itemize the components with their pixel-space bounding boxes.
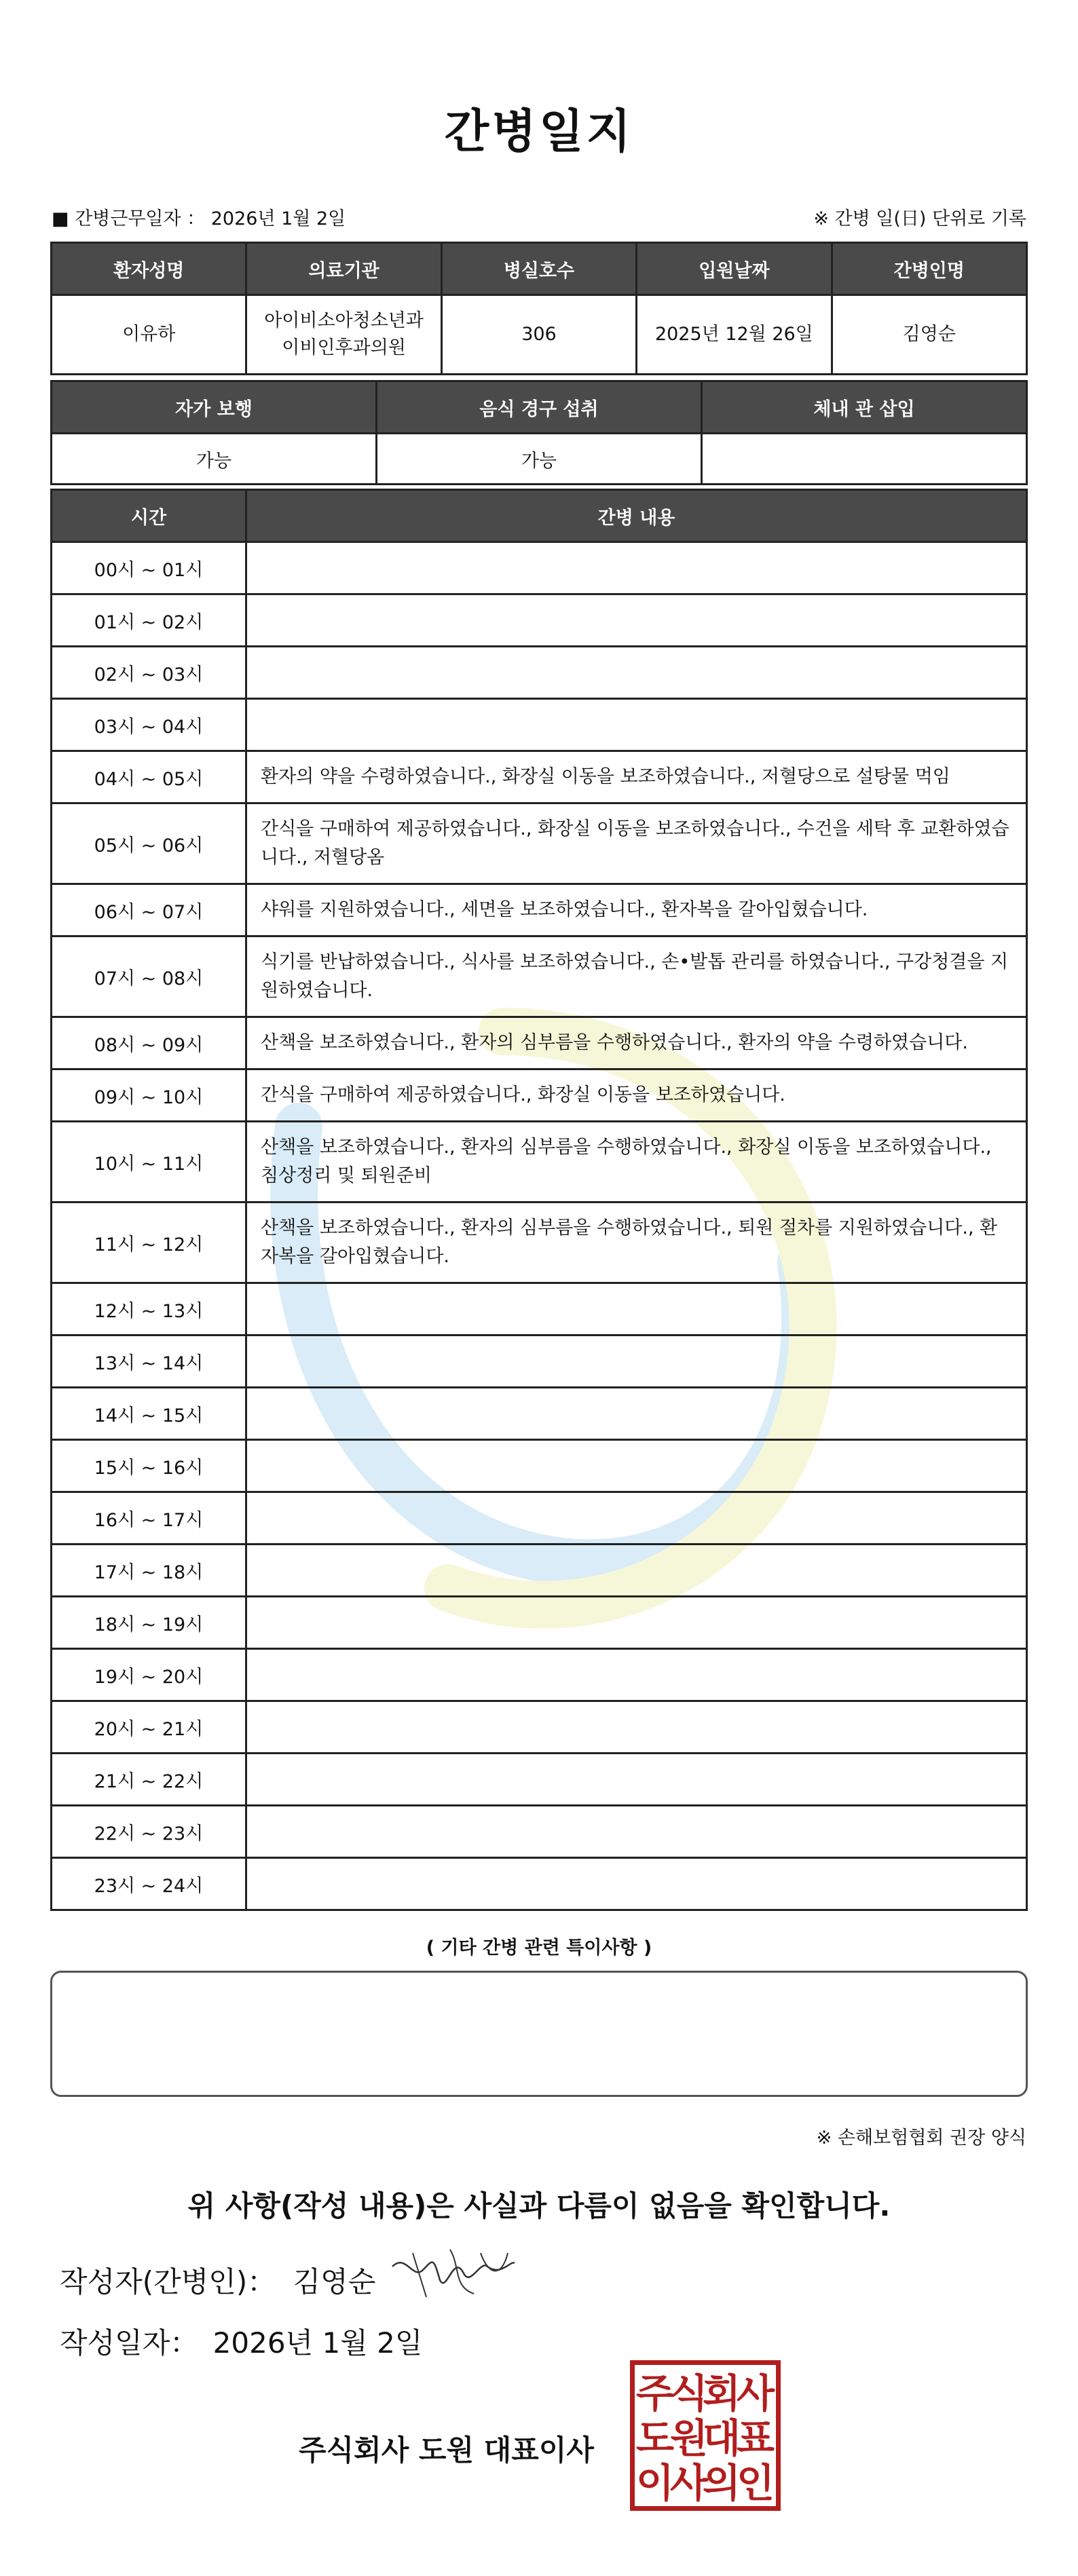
log-content: 간식을 구매하여 제공하였습니다., 화장실 이동을 보조하였습니다. xyxy=(246,1069,1027,1122)
table-row xyxy=(52,1806,1027,1858)
svg-text:대: 대 xyxy=(702,2415,741,2461)
caregiver-name: 김영순 xyxy=(832,295,1026,375)
signature-image xyxy=(386,2239,521,2307)
log-body xyxy=(52,542,1027,1910)
writer-label: 작성자(간병인)： xyxy=(60,2265,276,2298)
log-time: 18시 ~ 19시 xyxy=(52,1597,246,1649)
log-time: 06시 ~ 07시 xyxy=(52,884,246,936)
svg-text:회: 회 xyxy=(702,2370,741,2417)
log-time: 19시 ~ 20시 xyxy=(52,1649,246,1701)
table-row xyxy=(52,1202,1027,1283)
svg-text:도: 도 xyxy=(635,2415,675,2461)
info-header-row xyxy=(52,243,1027,295)
log-content xyxy=(246,699,1027,751)
table-row xyxy=(52,936,1027,1017)
status-value-row xyxy=(52,434,1027,485)
log-time: 12시 ~ 13시 xyxy=(52,1283,246,1336)
log-time: 15시 ~ 16시 xyxy=(52,1440,246,1492)
notes-box xyxy=(50,1971,1028,2097)
log-content xyxy=(246,1336,1027,1388)
log-time: 21시 ~ 22시 xyxy=(52,1754,246,1806)
log-content: 산책을 보조하였습니다., 환자의 심부름을 수행하였습니다., 환자의 약을 수령하였습니다. xyxy=(246,1017,1027,1069)
log-time: 09시 ~ 10시 xyxy=(52,1069,246,1122)
log-time: 23시 ~ 24시 xyxy=(52,1858,246,1910)
svg-text:원: 원 xyxy=(669,2415,709,2461)
log-content: 간식을 구매하여 제공하였습니다., 화장실 이동을 보조하였습니다., 수건을 세탁 후 교환하였습니다., 저혈당옴 xyxy=(246,803,1027,884)
svg-text:식: 식 xyxy=(669,2370,709,2417)
svg-text:표: 표 xyxy=(736,2415,775,2461)
header-room: 병실호수 xyxy=(441,243,636,295)
table-row xyxy=(52,542,1027,594)
tube-value xyxy=(702,434,1027,485)
log-content xyxy=(246,1597,1027,1649)
log-time: 00시 ~ 01시 xyxy=(52,542,246,594)
svg-text:의: 의 xyxy=(702,2460,741,2506)
log-content: 산책을 보조하였습니다., 환자의 심부름을 수행하였습니다., 퇴원 절차를 지원하였습니다., 환자복을 갈아입혔습니다. xyxy=(246,1202,1027,1283)
table-row xyxy=(52,699,1027,751)
log-content xyxy=(246,1649,1027,1701)
log-time: 03시 ~ 04시 xyxy=(52,699,246,751)
status-header-row xyxy=(52,381,1027,434)
log-content: 환자의 약을 수령하였습니다., 화장실 이동을 보조하였습니다., 저혈당으로 설탕물 먹임 xyxy=(246,751,1027,803)
table-row xyxy=(52,1649,1027,1701)
header-admission-date: 입원날짜 xyxy=(637,243,832,295)
log-content xyxy=(246,1492,1027,1545)
admission-date: 2025년 12월 26일 xyxy=(637,295,832,375)
log-time: 20시 ~ 21시 xyxy=(52,1701,246,1754)
log-content xyxy=(246,1806,1027,1858)
log-time: 04시 ~ 05시 xyxy=(52,751,246,803)
table-row xyxy=(52,1701,1027,1754)
log-content: 샤워를 지원하였습니다., 세면을 보조하였습니다., 환자복을 갈아입혔습니다. xyxy=(246,884,1027,936)
log-time: 11시 ~ 12시 xyxy=(52,1202,246,1283)
log-time: 17시 ~ 18시 xyxy=(52,1545,246,1597)
log-time: 01시 ~ 02시 xyxy=(52,594,246,647)
svg-text:인: 인 xyxy=(736,2460,775,2506)
patient-status-table xyxy=(50,380,1028,485)
svg-text:사: 사 xyxy=(736,2370,775,2417)
table-row xyxy=(52,884,1027,936)
log-content: 식기를 반납하였습니다., 식사를 보조하였습니다., 손•발톱 관리를 하였습니다., 구강청결을 지원하였습니다. xyxy=(246,936,1027,1017)
table-row xyxy=(52,1283,1027,1336)
table-row xyxy=(52,1545,1027,1597)
log-time: 22시 ~ 23시 xyxy=(52,1806,246,1858)
log-content xyxy=(246,594,1027,647)
confirmation-statement: 위 사항(작성 내용)은 사실과 다름이 없음을 확인합니다. xyxy=(187,2189,891,2222)
written-date-label: 작성일자： xyxy=(60,2326,199,2360)
oral-intake-value: 가능 xyxy=(377,434,702,485)
table-row xyxy=(52,647,1027,699)
table-row xyxy=(52,751,1027,803)
hospital-name xyxy=(246,295,441,375)
header-patient-name: 환자성명 xyxy=(52,243,246,295)
company-name: 주식회사 도원 대표이사 xyxy=(299,2433,594,2467)
log-content xyxy=(246,1858,1027,1910)
table-row xyxy=(52,1122,1027,1202)
log-time: 02시 ~ 03시 xyxy=(52,647,246,699)
header-content: 간병 내용 xyxy=(246,490,1027,542)
log-time: 08시 ~ 09시 xyxy=(52,1017,246,1069)
table-row xyxy=(52,1754,1027,1806)
log-time: 16시 ~ 17시 xyxy=(52,1492,246,1545)
log-time: 13시 ~ 14시 xyxy=(52,1336,246,1388)
walking-value: 가능 xyxy=(52,434,377,485)
log-time: 07시 ~ 08시 xyxy=(52,936,246,1017)
table-row xyxy=(52,1858,1027,1910)
seal-glyphs xyxy=(635,2365,776,2506)
hospital-name-line2: 이비인후과의원 xyxy=(282,337,406,358)
header-walking: 자가 보행 xyxy=(52,381,377,434)
hospital-name-line1: 아이비소아청소년과 xyxy=(264,310,424,331)
log-content xyxy=(246,1440,1027,1492)
log-time: 14시 ~ 15시 xyxy=(52,1388,246,1440)
log-content xyxy=(246,1754,1027,1806)
header-tube: 체내 관 삽입 xyxy=(702,381,1027,434)
header-time: 시간 xyxy=(52,490,246,542)
table-row xyxy=(52,1440,1027,1492)
log-content xyxy=(246,1701,1027,1754)
log-content: 산책을 보조하였습니다., 환자의 심부름을 수행하였습니다., 화장실 이동을 보조하였습니다., 침상정리 및 퇴원준비 xyxy=(246,1122,1027,1202)
header-caregiver: 간병인명 xyxy=(832,243,1026,295)
table-row xyxy=(52,1017,1027,1069)
writer-line xyxy=(60,2260,375,2300)
info-value-row xyxy=(52,295,1027,375)
table-row xyxy=(52,1336,1027,1388)
writer-name: 김영순 xyxy=(293,2265,376,2298)
log-header-row xyxy=(52,490,1027,542)
notes-heading: ( 기타 간병 관련 특이사항 ) xyxy=(426,1937,652,1958)
table-row xyxy=(52,1388,1027,1440)
log-content xyxy=(246,1545,1027,1597)
work-date: ■ 간병근무일자 ： 2026년 1월 2일 xyxy=(52,208,346,229)
unit-note: ※ 간병 일(日) 단위로 기록 xyxy=(813,208,1026,229)
patient-info-table xyxy=(50,242,1028,375)
table-row xyxy=(52,803,1027,884)
header-oral-intake: 음식 경구 섭취 xyxy=(377,381,702,434)
table-row xyxy=(52,594,1027,647)
care-log-table xyxy=(50,489,1028,1911)
log-content xyxy=(246,1388,1027,1440)
svg-text:이: 이 xyxy=(635,2460,675,2506)
header-hospital: 의료기관 xyxy=(246,243,441,295)
page-title: 간병일지 xyxy=(444,105,634,159)
log-content xyxy=(246,1283,1027,1336)
log-content xyxy=(246,542,1027,594)
patient-name: 이유하 xyxy=(52,295,246,375)
form-footnote: ※ 손해보험협회 권장 양식 xyxy=(816,2127,1026,2148)
written-date-line xyxy=(60,2321,422,2362)
table-row xyxy=(52,1069,1027,1122)
log-time: 10시 ~ 11시 xyxy=(52,1122,246,1202)
log-time: 05시 ~ 06시 xyxy=(52,803,246,884)
table-row xyxy=(52,1597,1027,1649)
svg-text:사: 사 xyxy=(669,2460,709,2506)
table-row xyxy=(52,1492,1027,1545)
log-content xyxy=(246,647,1027,699)
company-seal xyxy=(630,2360,781,2511)
room-number: 306 xyxy=(441,295,636,375)
svg-text:주: 주 xyxy=(635,2370,675,2417)
written-date-value: 2026년 1월 2일 xyxy=(212,2326,423,2360)
